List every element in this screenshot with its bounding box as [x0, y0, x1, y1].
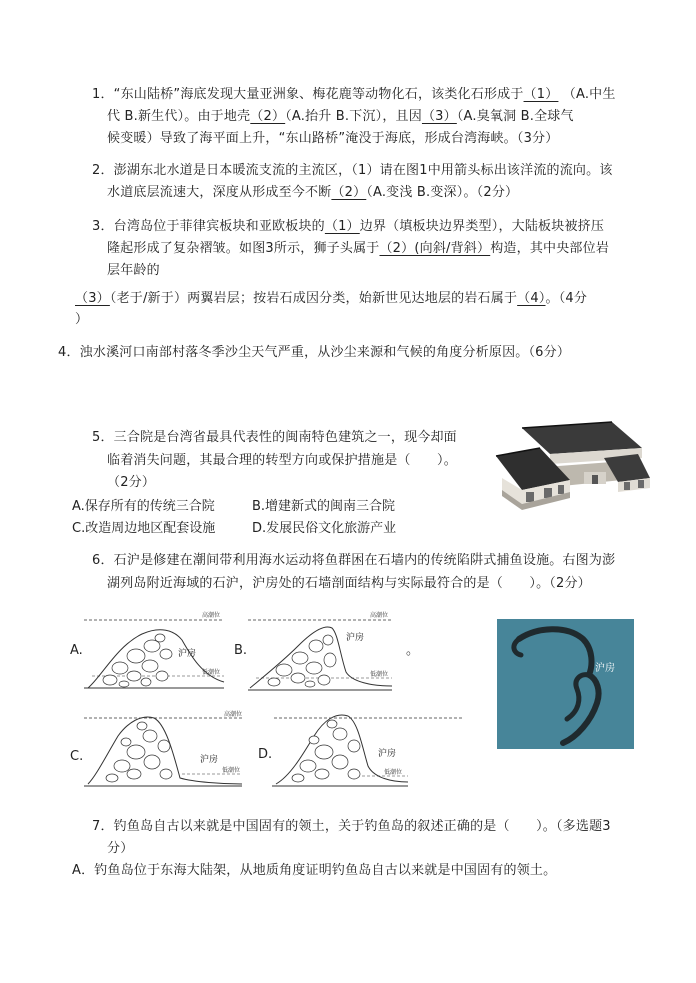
q6-a-high-tide: 高潮位 [202, 612, 221, 619]
q2-line1: 2．澎湖东北水道是日本暖流支流的主流区，（1）请在图1中用箭头标出该洋流的流向。该 [92, 163, 613, 178]
q3-line3: 层年龄的 [107, 263, 160, 278]
q3-blank3: （3） [75, 291, 110, 306]
q6-c-low-tide: 低潮位 [222, 767, 241, 774]
q6-d-hu-fang: 沪房 [378, 749, 397, 759]
q6-b-low-tide: 低潮位 [370, 671, 389, 678]
q6-label-d: D. [258, 747, 273, 762]
q1-line1: 1．“东山陆桥”海底发现大量亚洲象、梅花鹿等动物化石，该类化石形成于（1） （A.中生 [92, 87, 616, 102]
q3-line4: （3）（老于/新于）两翼岩层；按岩石成因分类，始新世见达地层的岩石属于（4）。（4分 [75, 291, 588, 306]
q5-option-c: C.改造周边地区配套设施 [72, 521, 216, 536]
q5-option-b: B.增建新式的闽南三合院 [252, 499, 396, 514]
q3-line1: 3．台湾岛位于菲律宾板块和亚欧板块的（1）边界（填板块边界类型），大陆板块被挤压 [92, 219, 605, 234]
q6-b-high-tide: 高潮位 [370, 612, 389, 619]
q6-label-c: C. [70, 749, 84, 764]
q3-blank4: （4） [517, 291, 546, 306]
q7-option-a: A．钓鱼岛位于东海大陆架，从地质角度证明钓鱼岛自古以来就是中国固有的领土。 [72, 863, 557, 878]
q6-stray-dot: 。 [406, 643, 420, 658]
q6-line2: 湖列岛附近海域的石沪，沪房处的石墙剖面结构与实际最符合的是（ ）。（2分） [107, 576, 591, 591]
q6-d-low-tide: 低潮位 [384, 769, 403, 776]
q7-line1: 7．钓鱼岛自古以来就是中国固有的领土，关于钓鱼岛的叙述正确的是（ ）。（多选题3 [92, 819, 611, 834]
q1-blank2: （2） [250, 109, 286, 124]
sanheyuan-illustration [492, 418, 652, 516]
q3-line2: 隆起形成了复杂褶皱。如图3所示，狮子头属于（2）(向斜/背斜）构造，其中央部位岩 [107, 241, 610, 256]
q6-a-low-tide: 低潮位 [202, 669, 221, 676]
q6-label-a: A. [70, 643, 83, 658]
q7-line2: 分） [107, 841, 134, 856]
q5-line2: 临着消失问题，其最合理的转型方向或保护措施是（ ）。 [107, 453, 457, 468]
photo-hu-fang-label: 沪房 [595, 663, 615, 674]
q5-option-d: D.发展民俗文化旅游产业 [252, 521, 397, 536]
q1-line3: 候变暖）导致了海平面上升，“东山路桥”淹没于海底，形成台湾海峡。（3分） [107, 131, 559, 146]
q3-blank1: （1） [324, 219, 360, 234]
q6-cross-section-diagrams [62, 606, 482, 796]
q6-label-b: B. [234, 643, 248, 658]
q5-line1: 5．三合院是台湾省最具代表性的闽南特色建筑之一，现今却面 [92, 430, 457, 445]
stone-weir-photo [497, 619, 634, 749]
q2-line2: 水道底层流速大，深度从形成至今不断（2）（A.变浅 B.变深）。（2分） [107, 185, 519, 200]
q6-b-hu-fang: 沪房 [346, 633, 365, 643]
q3-line5: ） [75, 312, 89, 327]
q3-blank2: （2）(向斜/背斜） [379, 241, 491, 256]
q1-blank3: （3） [421, 109, 457, 124]
q5-option-a: A.保存所有的传统三合院 [72, 499, 215, 514]
q6-c-hu-fang: 沪房 [200, 755, 219, 765]
q6-a-hu-fang: 沪房 [178, 649, 197, 659]
q6-c-high-tide: 高潮位 [224, 711, 243, 718]
q5-line3: （2分） [107, 475, 156, 490]
q2-blank: （2） [331, 185, 367, 200]
q6-line1: 6．石沪是修建在潮间带利用海水运动将鱼群困在石墙内的传统陷阱式捕鱼设施。右图为澎 [92, 553, 616, 568]
q1-line2: 代 B.新生代）。由于地壳（2）（A.抬升 B.下沉），且因（3）（A.臭氧洞 B.全球气 [107, 109, 574, 124]
q1-blank1: （1） [523, 87, 559, 102]
q4-text: 4．浊水溪河口南部村落冬季沙尘天气严重，从沙尘来源和气候的角度分析原因。（6分） [58, 345, 571, 360]
